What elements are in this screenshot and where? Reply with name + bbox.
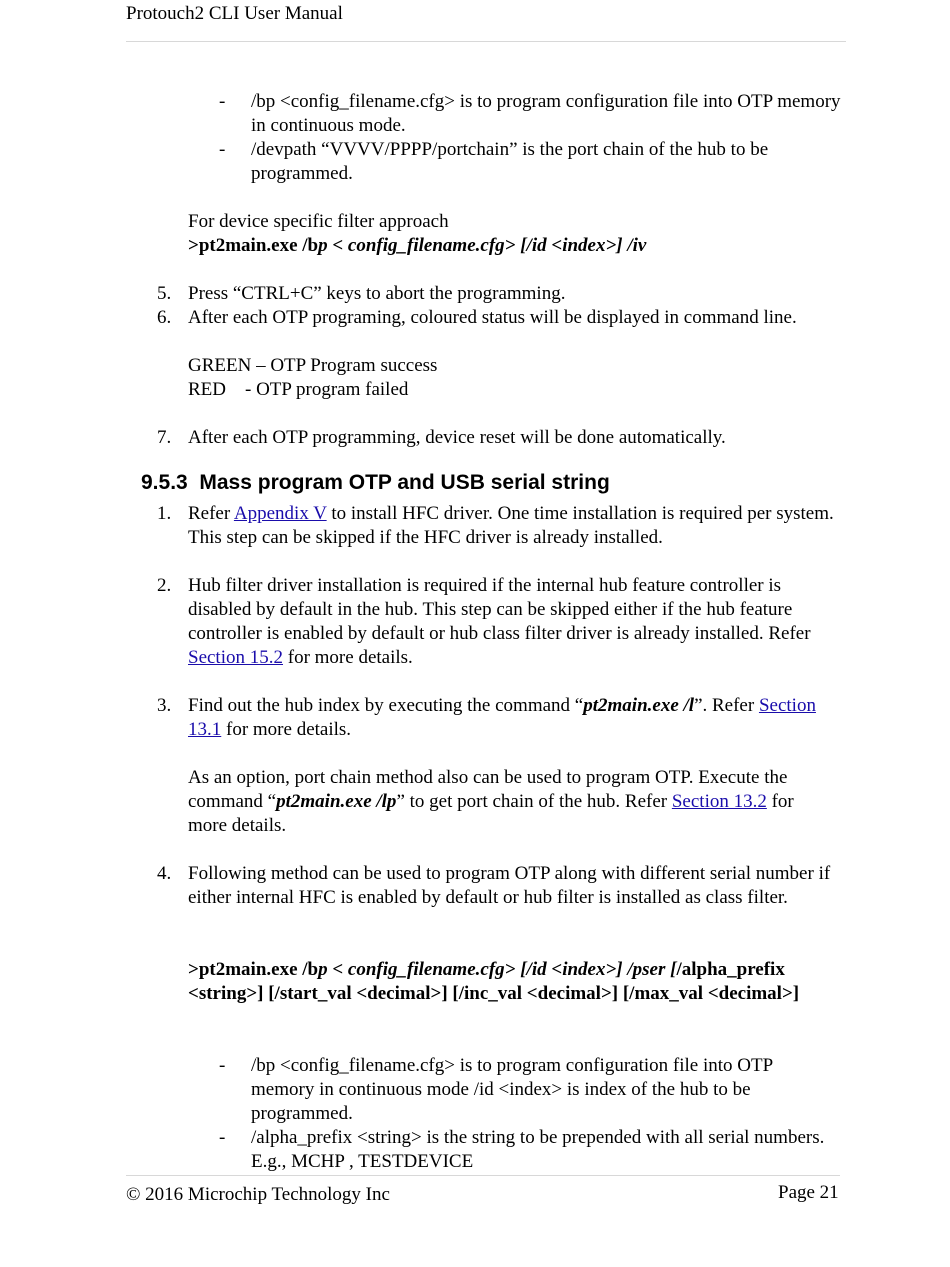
text-run: for more details. <box>188 791 794 836</box>
status-green: GREEN – OTP Program success <box>188 355 438 376</box>
status-red: RED - OTP program failed <box>188 379 409 400</box>
section-13-2-link[interactable]: Section 13.2 <box>671 791 767 812</box>
serial-command <box>188 958 850 1006</box>
text-run: ”. Refer <box>694 695 759 716</box>
cmd-part: /alpha_prefix <string>] [/start_val <decimal>] [/inc_val <decimal>] [/max_val <decimal>] <box>188 959 800 1004</box>
section-heading: 9.5.3 Mass program OTP and USB serial string <box>141 471 610 494</box>
step-number: 2. <box>157 575 172 596</box>
bullet-bp-id-desc: /bp <config_filename.cfg> is to program configuration file into OTP memory in continuous mode /id <index> is index of the hub to be programmed. <box>251 1055 773 1124</box>
step-number: 5. <box>157 283 172 304</box>
bullet-alpha-prefix-desc: /alpha_prefix <string> is the string to be prepended with all serial numbers. E.g., MCHP , TESTDEVICE <box>251 1127 825 1172</box>
cmd-part: >pt2main.exe /b <box>188 235 319 256</box>
text-run: for more details. <box>283 647 413 668</box>
appendix-v-link[interactable]: Appendix V <box>233 503 327 524</box>
section-step-4: Following method can be used to program OTP along with different serial number if either internal HFC is enabled by default or hub filter is installed as class filter. <box>188 863 831 908</box>
step-number: 4. <box>157 863 172 884</box>
text-run: ” to get port chain of the hub. Refer <box>396 791 672 812</box>
page-number: Page 21 <box>778 1182 839 1203</box>
text-run: Hub filter driver installation is required if the internal hub feature controller is disabled by default in the hub. This step can be skipped either if the hub feature controller is enabled by default or hub class filter driver is already installed. Refer <box>188 575 811 644</box>
cmd-part: cfg> [/id <index>] /pser [ <box>480 959 677 980</box>
text-run: Refer <box>188 503 234 524</box>
bullet-dash: - <box>219 1055 226 1076</box>
text-run: Find out the hub index by executing the command “ <box>188 695 584 716</box>
cmd-part: p < config_filename. <box>318 959 481 980</box>
bullet-dash: - <box>219 139 226 160</box>
step-7-text: After each OTP programming, device reset will be done automatically. <box>188 427 726 448</box>
step-number: 3. <box>157 695 172 716</box>
section-13-1-link[interactable]: Section 13.1 <box>188 695 816 740</box>
running-header: Protouch2 CLI User Manual <box>126 3 343 24</box>
step-number: 1. <box>157 503 172 524</box>
section-step-1 <box>188 502 843 550</box>
cmd-part: p < config_filename. <box>318 235 481 256</box>
bullet-bp-desc: /bp <config_filename.cfg> is to program configuration file into OTP memory in continuous mode. <box>251 91 841 136</box>
cmd-part: >pt2main.exe /b <box>188 959 319 980</box>
bullet-devpath-desc: /devpath “VVVV/PPPP/portchain” is the port chain of the hub to be programmed. <box>251 139 769 184</box>
step-6-text: After each OTP programing, coloured status will be displayed in command line. <box>188 307 797 328</box>
step-number: 7. <box>157 427 172 448</box>
filter-intro: For device specific filter approach <box>188 211 449 232</box>
section-step-3-option <box>188 766 828 838</box>
text-run: As an option, port chain method also can be used to program OTP. Execute the command “ <box>188 767 788 812</box>
bullet-dash: - <box>219 1127 226 1148</box>
section-step-2 <box>188 574 848 670</box>
step-5-text: Press “CTRL+C” keys to abort the programming. <box>188 283 566 304</box>
header-rule <box>126 41 846 42</box>
footer-copyright: © 2016 Microchip Technology Inc <box>126 1184 390 1205</box>
section-step-3 <box>188 694 828 742</box>
cmd-part: cfg> [/id <index>] /iv <box>480 235 647 256</box>
inline-command: pt2main.exe /lp <box>276 791 397 812</box>
text-run: for more details. <box>221 719 352 740</box>
bullet-dash: - <box>219 91 226 112</box>
section-15-2-link[interactable]: Section 15.2 <box>188 647 283 668</box>
text-run: to install HFC driver. One time installation is required per system. This step can be skipped if the HFC driver is already installed. <box>188 503 834 548</box>
step-number: 6. <box>157 307 172 328</box>
inline-command: pt2main.exe /l <box>583 695 695 716</box>
filter-command <box>188 234 848 258</box>
footer-rule <box>126 1175 840 1176</box>
